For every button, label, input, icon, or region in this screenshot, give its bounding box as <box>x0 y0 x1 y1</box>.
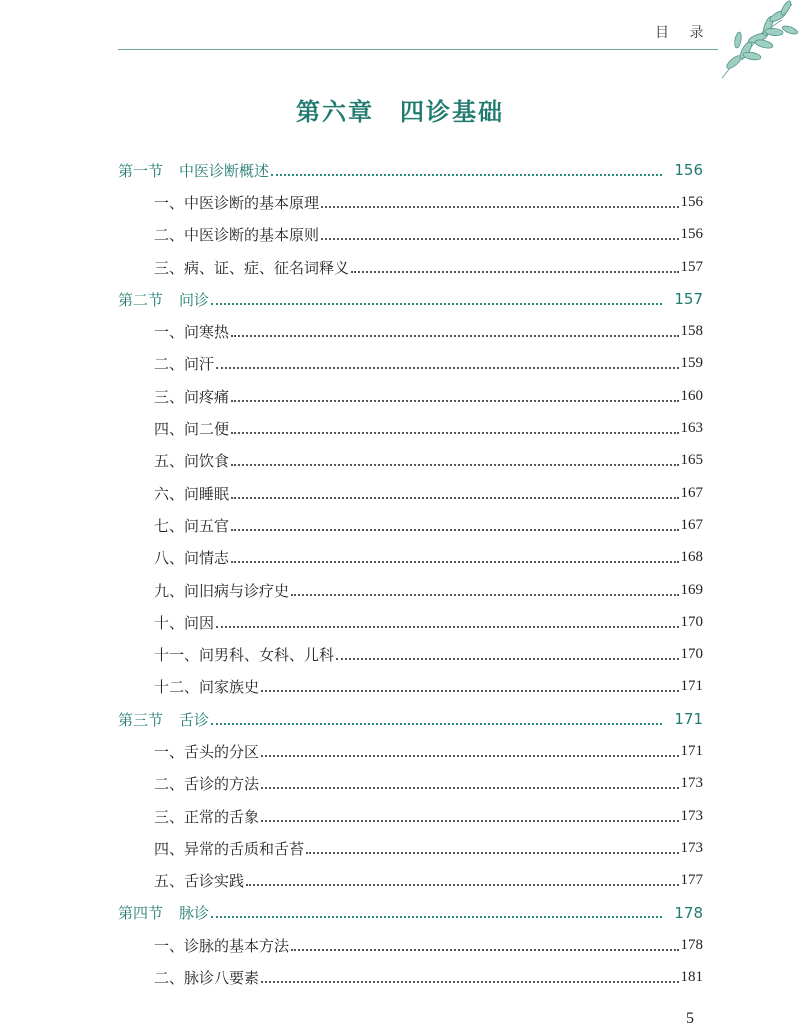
page-ref: 156 <box>674 161 703 180</box>
section-number: 第一节 <box>118 161 164 180</box>
dot-leader <box>216 366 678 369</box>
chapter-title: 第六章 四诊基础 <box>296 97 504 126</box>
page-ref: 158 <box>680 323 703 340</box>
dot-leader <box>306 851 678 854</box>
item-title: 二、问汗 <box>154 355 215 374</box>
section-number: 第二节 <box>118 290 164 309</box>
page-ref: 163 <box>680 420 703 437</box>
item-title: 四、问二便 <box>154 420 230 439</box>
section-title: 脉诊 <box>179 904 210 923</box>
section-title: 中医诊断概述 <box>179 161 270 180</box>
item-title: 十、问因 <box>154 613 215 632</box>
toc-item-row[interactable] <box>118 477 703 509</box>
toc-section-row[interactable] <box>118 897 703 929</box>
item-title: 十二、问家族史 <box>154 678 260 697</box>
page-ref: 165 <box>680 452 703 469</box>
toc-item-row[interactable] <box>118 380 703 412</box>
toc-item-row[interactable] <box>118 509 703 541</box>
item-title: 九、问旧病与诊疗史 <box>154 581 290 600</box>
dot-leader <box>246 883 678 886</box>
page-ref: 168 <box>680 549 703 566</box>
item-title: 七、问五官 <box>154 516 230 535</box>
leaf-branch-icon <box>712 0 800 80</box>
toc-item-row[interactable] <box>118 542 703 574</box>
toc-item-row[interactable] <box>118 412 703 444</box>
page-ref: 156 <box>680 226 703 243</box>
page-ref: 157 <box>680 258 703 275</box>
item-title: 二、中医诊断的基本原则 <box>154 226 320 245</box>
item-title: 一、问寒热 <box>154 323 230 342</box>
dot-leader <box>261 819 678 822</box>
toc-item-row[interactable] <box>118 671 703 703</box>
page-ref: 181 <box>680 969 703 986</box>
dot-leader <box>261 980 678 983</box>
page-ref: 167 <box>680 516 703 533</box>
dot-leader <box>211 302 662 305</box>
item-title: 一、诊脉的基本方法 <box>154 936 290 955</box>
toc-item-row[interactable] <box>118 348 703 380</box>
page-ref: 171 <box>674 710 703 729</box>
dot-leader <box>261 754 678 757</box>
section-number: 第四节 <box>118 904 164 923</box>
dot-leader <box>351 270 678 273</box>
dot-leader <box>211 915 662 918</box>
dot-leader <box>291 593 678 596</box>
section-title: 舌诊 <box>179 710 210 729</box>
dot-leader <box>231 496 678 499</box>
dot-leader <box>211 722 662 725</box>
dot-leader <box>231 528 678 531</box>
page-ref: 178 <box>674 903 703 922</box>
item-title: 三、正常的舌象 <box>154 807 260 826</box>
page-ref: 170 <box>680 646 703 663</box>
dot-leader <box>231 399 678 402</box>
toc-section-row[interactable] <box>118 154 703 186</box>
dot-leader <box>321 237 678 240</box>
item-title: 二、脉诊八要素 <box>154 969 260 988</box>
page-ref: 169 <box>680 581 703 598</box>
toc-item-row[interactable] <box>118 865 703 897</box>
toc-item-row[interactable] <box>118 735 703 767</box>
page-ref: 159 <box>680 355 703 372</box>
page-ref: 178 <box>680 936 703 953</box>
dot-leader <box>231 463 678 466</box>
toc-section-row[interactable] <box>118 283 703 315</box>
dot-leader <box>231 560 678 563</box>
item-title: 二、舌诊的方法 <box>154 775 260 794</box>
toc-item-row[interactable] <box>118 315 703 347</box>
toc-section-row[interactable] <box>118 703 703 735</box>
toc-item-row[interactable] <box>118 574 703 606</box>
page-ref: 173 <box>680 807 703 824</box>
table-of-contents <box>118 154 703 994</box>
page-ref: 171 <box>680 678 703 695</box>
header-label: 目 录 <box>655 25 712 41</box>
section-title: 问诊 <box>179 290 210 309</box>
dot-leader <box>291 948 678 951</box>
dot-leader <box>231 431 678 434</box>
section-number: 第三节 <box>118 710 164 729</box>
item-title: 六、问睡眠 <box>154 484 230 503</box>
toc-item-row[interactable] <box>118 832 703 864</box>
page-ref: 156 <box>680 193 703 210</box>
toc-item-row[interactable] <box>118 800 703 832</box>
dot-leader <box>261 689 678 692</box>
page-ref: 173 <box>680 839 703 856</box>
toc-item-row[interactable] <box>118 445 703 477</box>
page-ref: 170 <box>680 613 703 630</box>
toc-item-row[interactable] <box>118 186 703 218</box>
dot-leader <box>231 334 678 337</box>
toc-item-row[interactable] <box>118 638 703 670</box>
page-ref: 171 <box>680 742 703 759</box>
dot-leader <box>321 205 678 208</box>
item-title: 三、问疼痛 <box>154 387 230 406</box>
item-title: 五、舌诊实践 <box>154 872 245 891</box>
item-title: 三、病、证、症、征名词释义 <box>154 258 350 277</box>
item-title: 一、舌头的分区 <box>154 742 260 761</box>
item-title: 八、问情志 <box>154 549 230 568</box>
toc-item-row[interactable] <box>118 219 703 251</box>
dot-leader <box>271 173 662 176</box>
page-ref: 173 <box>680 775 703 792</box>
item-title: 一、中医诊断的基本原理 <box>154 193 320 212</box>
toc-item-row[interactable] <box>118 768 703 800</box>
item-title: 四、异常的舌质和舌苔 <box>154 839 305 858</box>
toc-item-row[interactable] <box>118 606 703 638</box>
page-ref: 160 <box>680 387 703 404</box>
dot-leader <box>261 786 678 789</box>
page-ref: 167 <box>680 484 703 501</box>
header-rule <box>118 49 718 50</box>
item-title: 十一、问男科、女科、儿科 <box>154 646 335 665</box>
item-title: 五、问饮食 <box>154 452 230 471</box>
toc-item-row[interactable] <box>118 929 703 961</box>
toc-item-row[interactable] <box>118 961 703 993</box>
dot-leader <box>216 625 678 628</box>
page-ref: 157 <box>674 290 703 309</box>
dot-leader <box>336 657 678 660</box>
page-ref: 177 <box>680 872 703 889</box>
toc-item-row[interactable] <box>118 251 703 283</box>
page-number: 5 <box>686 1010 694 1027</box>
